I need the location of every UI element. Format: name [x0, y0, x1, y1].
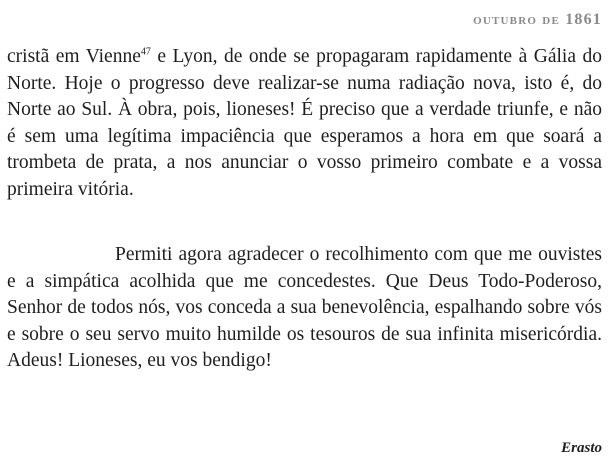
paragraph-1-rest: e Lyon, de onde se propagaram rapidamente à Gália do Norte. Hoje o progresso deve realizar-se numa radiação nova, isto é, do Norte ao Sul. À obra, pois, lioneses! É preciso que a verdade triunfe, e não é sem uma legítima impaciência que esperamos a hora em que soará a trombeta de prata, a nos anunciar o vosso primeiro combate e a vossa primeira vitória. — [7, 46, 602, 200]
paragraph-2: Permiti agora agradecer o recolhimento com que me ouvistes e a simpática acolhida que me concedestes. Que Deus Todo-Poderoso, Senhor de todos nós, vos conceda a sua benevolência, espalhando sobre vós e sobre o seu servo muito humilde os tesouros de sua infinita misericórdia. Adeus! Lioneses, eu vos bendigo! — [7, 244, 602, 371]
signature: Erasto — [561, 440, 602, 456]
running-header: outubro de 1861 — [473, 11, 602, 28]
paragraph-1 — [7, 44, 602, 203]
footnote-reference[interactable]: 47 — [140, 46, 151, 58]
paragraph-1-start: cristã em Vienne — [7, 46, 141, 67]
